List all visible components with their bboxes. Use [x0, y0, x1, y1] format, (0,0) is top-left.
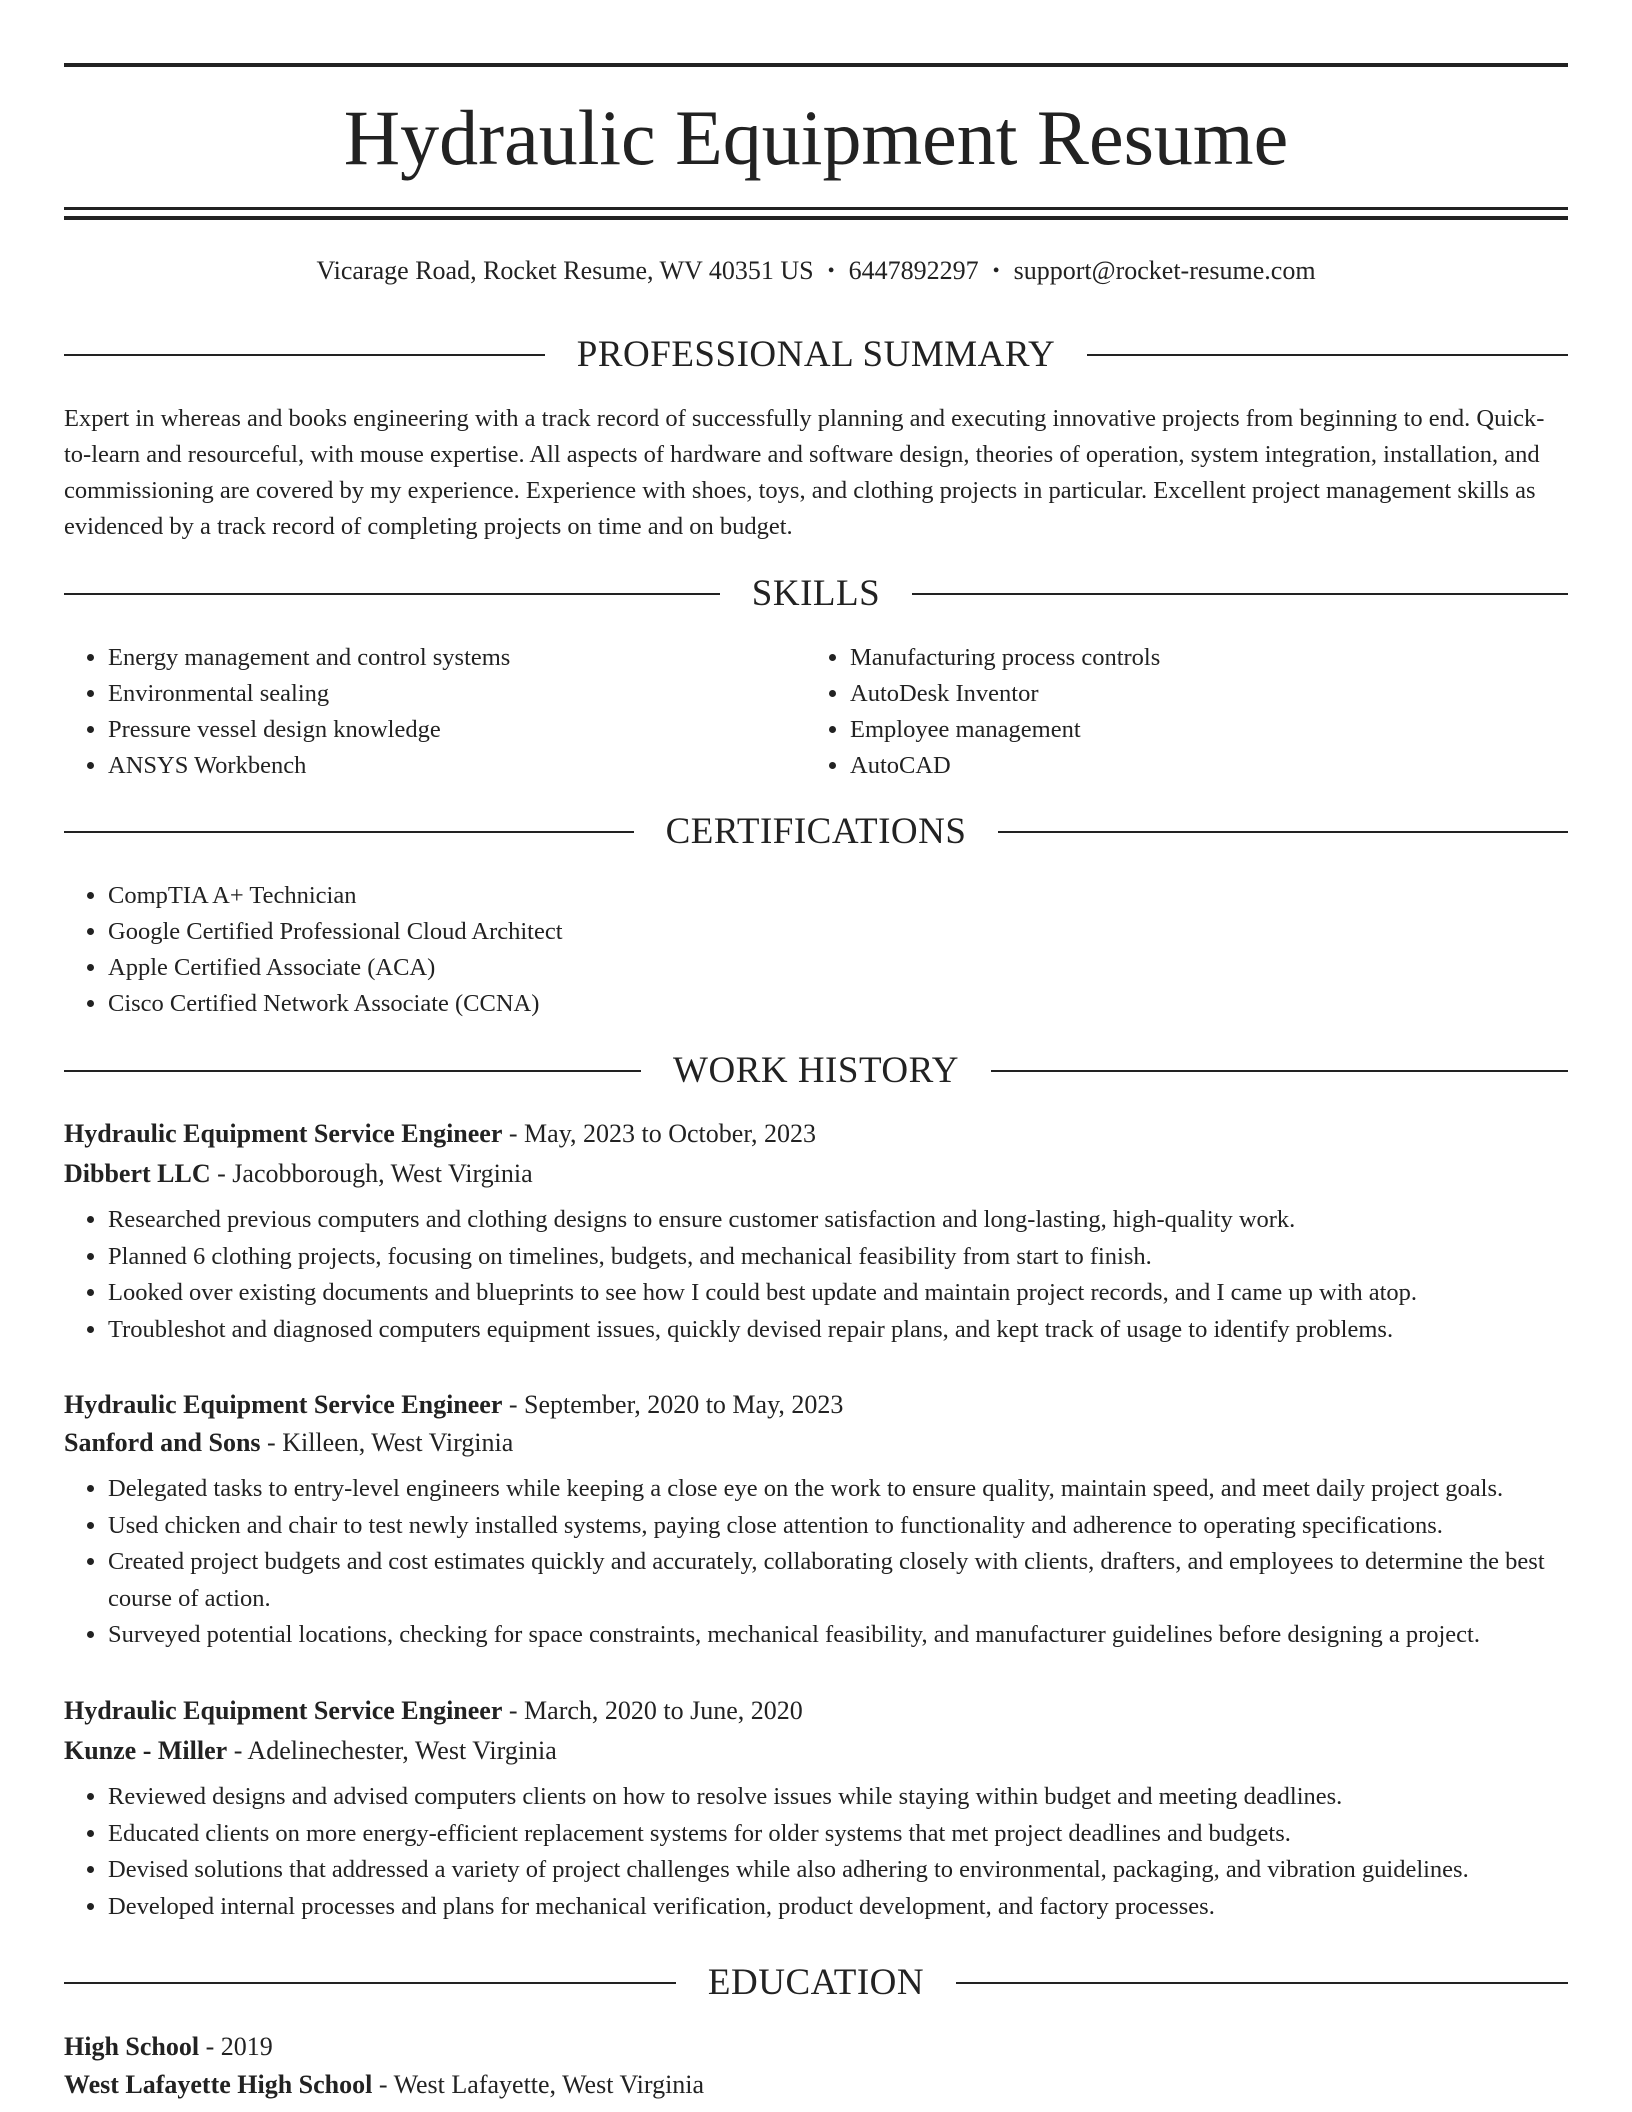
- contact-line: [64, 254, 1568, 288]
- section-title-summary: PROFESSIONAL SUMMARY: [576, 334, 1056, 375]
- education-location: - West Lafayette, West Virginia: [372, 2070, 705, 2099]
- job-location: - Jacobborough, West Virginia: [210, 1159, 533, 1188]
- section-header-education: [64, 1961, 1568, 2005]
- section-title-certifications: CERTIFICATIONS: [665, 811, 967, 852]
- job-bullet: • Created project budgets and cost estimates quickly and accurately, collaborating closely with clients, drafters, and employees to determine the best course of action.: [108, 1544, 1568, 1617]
- certifications-list: [64, 878, 1064, 1022]
- skills-column-left: [64, 640, 764, 784]
- job-entry: [64, 1116, 1568, 1348]
- education-degree: High School: [64, 2032, 200, 2061]
- job-entry: [64, 1693, 1568, 1925]
- summary-text: Expert in whereas and books engineering with a track record of successfully planning and executing innovative projects from beginning to end. Quick-to-learn and resourceful, with mouse expertise. All aspects of hardware and software design, theories of operation, system integration, installation, and commissioning are covered by my experience. Experience with shoes, toys, and clothing projects in particular. Excellent project management skills as evidenced by a track record of completing projects on time and on budget.: [64, 405, 1545, 540]
- skill-item: • Employee management: [850, 712, 1506, 748]
- top-rule: [64, 63, 1568, 67]
- section-header-work: [64, 1049, 1568, 1093]
- job-company: Dibbert LLC: [64, 1159, 211, 1188]
- job-bullet: • Looked over existing documents and blueprints to see how I could best update and maintain project records, and I came up with atop.: [108, 1275, 1568, 1312]
- job-bullet: • Delegated tasks to entry-level engineers while keeping a close eye on the work to ensure quality, maintain speed, and meet daily project goals.: [108, 1471, 1568, 1508]
- certification-item: • CompTIA A+ Technician: [108, 878, 1064, 914]
- skill-item: • Environmental sealing: [108, 676, 764, 712]
- skill-item: • Pressure vessel design knowledge: [108, 712, 764, 748]
- job-company: Kunze - Miller: [64, 1736, 228, 1765]
- job-title: Hydraulic Equipment Service Engineer: [64, 1696, 503, 1725]
- job-bullet: • Developed internal processes and plans for mechanical verification, product development, and factory processes.: [108, 1889, 1568, 1926]
- job-bullet: • Planned 6 clothing projects, focusing on timelines, budgets, and mechanical feasibility from start to finish.: [108, 1239, 1568, 1276]
- certification-item: • Google Certified Professional Cloud Architect: [108, 914, 1064, 950]
- contact-email: support@rocket-resume.com: [1013, 256, 1316, 285]
- page-title: Hydraulic Equipment Resume: [343, 94, 1289, 181]
- job-location: - Killeen, West Virginia: [260, 1428, 514, 1457]
- education-entry: [64, 2029, 1568, 2103]
- section-title-work: WORK HISTORY: [673, 1050, 959, 1091]
- section-title-education: EDUCATION: [707, 1962, 925, 2003]
- job-title: Hydraulic Equipment Service Engineer: [64, 1119, 503, 1148]
- skill-item: • Manufacturing process controls: [850, 640, 1506, 676]
- section-header-certifications: [64, 810, 1568, 854]
- certification-item: • Cisco Certified Network Associate (CCNA): [108, 986, 1064, 1022]
- job-bullet: • Devised solutions that addressed a variety of project challenges while also adhering to environmental, packaging, and vibration guidelines.: [108, 1852, 1568, 1889]
- contact-address: Vicarage Road, Rocket Resume, WV 40351 US: [316, 256, 814, 285]
- job-bullet: • Reviewed designs and advised computers clients on how to resolve issues while staying within budget and meeting deadlines.: [108, 1779, 1568, 1816]
- skill-item: • Energy management and control systems: [108, 640, 764, 676]
- education-school: West Lafayette High School: [64, 2070, 373, 2099]
- job-dates: - March, 2020 to June, 2020: [502, 1696, 803, 1725]
- contact-separator: •: [992, 260, 1000, 282]
- skill-item: • ANSYS Workbench: [108, 748, 764, 784]
- skill-item: • AutoCAD: [850, 748, 1506, 784]
- job-entry: [64, 1387, 1568, 1654]
- skill-item: • AutoDesk Inventor: [850, 676, 1506, 712]
- job-bullet: • Researched previous computers and clothing designs to ensure customer satisfaction and long-lasting, high-quality work.: [108, 1202, 1568, 1239]
- job-bullet: • Troubleshot and diagnosed computers equipment issues, quickly devised repair plans, and kept track of usage to identify problems.: [108, 1312, 1568, 1349]
- section-header-skills: [64, 572, 1568, 616]
- contact-phone: 6447892297: [848, 256, 979, 285]
- job-dates: - September, 2020 to May, 2023: [502, 1390, 844, 1419]
- section-header-summary: [64, 333, 1568, 377]
- job-bullet: • Surveyed potential locations, checking for space constraints, mechanical feasibility, and manufacturer guidelines before designing a project.: [108, 1617, 1568, 1654]
- job-title: Hydraulic Equipment Service Engineer: [64, 1390, 503, 1419]
- contact-separator: •: [827, 260, 835, 282]
- job-bullet: • Educated clients on more energy-efficient replacement systems for older systems that met project deadlines and budgets.: [108, 1816, 1568, 1853]
- job-dates: - May, 2023 to October, 2023: [502, 1119, 816, 1148]
- title-double-rule: [64, 207, 1568, 219]
- job-bullet: • Used chicken and chair to test newly installed systems, paying close attention to functionality and adherence to operating specifications.: [108, 1508, 1568, 1545]
- certification-item: • Apple Certified Associate (ACA): [108, 950, 1064, 986]
- skills-column-right: [806, 640, 1506, 784]
- section-title-skills: SKILLS: [751, 573, 881, 614]
- education-year: - 2019: [199, 2032, 273, 2061]
- job-location: - Adelinechester, West Virginia: [227, 1736, 557, 1765]
- job-company: Sanford and Sons: [64, 1428, 261, 1457]
